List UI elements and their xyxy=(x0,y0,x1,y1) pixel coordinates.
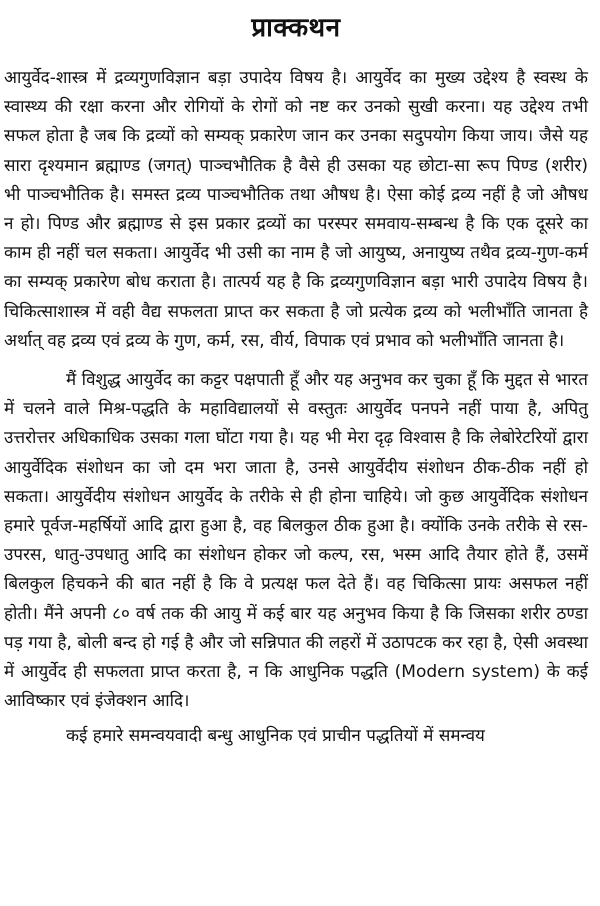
page-title: प्राक्कथन xyxy=(251,13,341,43)
paragraph-1: आयुर्वेद-शास्त्र में द्रव्यगुणविज्ञान बड़ा उपादेय विषय है। आयुर्वेद का मुख्य उद्देश्य है स्वस्थ के स्वास्थ्य की रक्षा करना और रोगियों के रोगों को नष्ट कर उनको सुखी करना। यह उद्देश्य तभी सफल होता है जब कि द्रव्यों को सम्यक् प्रकारेण जान कर उनका सदुपयोग किया जाय। जैसे यह सारा दृश्यमान ब्रह्माण्ड (जगत्) पाञ्चभौतिक है वैसे ही उसका यह छोटा-सा रूप पिण्ड (शरीर) भी पाञ्चभौतिक है। समस्त द्रव्य पाञ्चभौतिक तथा औषध है। ऐसा कोई द्रव्य नहीं है जो औषध न हो। पिण्ड और ब्रह्माण्ड से इस प्रकार द्रव्यों का परस्पर समवाय-सम्बन्ध है कि एक दूसरे का काम ही नहीं चल सकता। आयुर्वेद भी उसी का नाम है जो आयुष्य, अनायुष्य तथैव द्रव्य-गुण-कर्म का सम्यक् प्रकारेण बोध कराता है। तात्पर्य यह है कि द्रव्यगुणविज्ञान बड़ा भारी उपादेय विषय है। चिकित्साशास्त्र में वही वैद्य सफलता प्राप्त कर सकता है जो प्रत्येक द्रव्य को भलीभाँति जानता है अर्थात् वह द्रव्य एवं द्रव्य के गुण, कर्म, रस, वीर्य, विपाक एवं प्रभाव को भलीभाँति जानता है। xyxy=(4,68,588,351)
paragraph-2: मैं विशुद्ध आयुर्वेद का कट्टर पक्षपाती हूँ और यह अनुभव कर चुका हूँ कि मुद्दत से भारत में चलने वाले मिश्र-पद्धति के महाविद्यालयों से वस्तुतः आयुर्वेद पनपने नहीं पाया है, अपितु उत्तरोत्तर अधिकाधिक उसका गला घोंटा गया है। यह भी मेरा दृढ़ विश्वास है कि लेबोरेटरियों द्वारा आयुर्वेदिक संशोधन का जो दम भरा जाता है, उनसे आयुर्वेदीय संशोधन ठीक-ठीक नहीं हो सकता। आयुर्वेदीय संशोधन आयुर्वेद के तरीके से ही होना चाहिये। जो कुछ आयुर्वेदिक संशोधन हमारे पूर्वज-महर्षियों आदि द्वारा हुआ है, वह बिलकुल ठीक हुआ है। क्योंकि उनके तरीके से रस-उपरस, धातु-उपधातु आदि का संशोधन होकर जो कल्प, रस, भस्म आदि तैयार होते हैं, उसमें बिलकुल हिचकने की बात नहीं है कि वे प्रत्यक्ष फल देते हैं। वह चिकित्सा प्रायः असफल नहीं होती। मैंने अपनी ८० वर्ष तक की आयु में कई बार यह अनुभव किया है कि जिसका शरीर ठण्डा पड़ गया है, बोली बन्द हो गई है और जो सन्निपात की लहरों में उठापटक कर रहा है, ऐसी अवस्था में आयुर्वेद ही सफलता प्राप्त करता है, न कि आधुनिक पद्धति (Modern system) के कई आविष्कार एवं इंजेक्शन आदि। xyxy=(4,370,588,712)
paragraph-3: कई हमारे समन्वयवादी बन्धु आधुनिक एवं प्राचीन पद्धतियों में समन्वय xyxy=(66,726,485,747)
